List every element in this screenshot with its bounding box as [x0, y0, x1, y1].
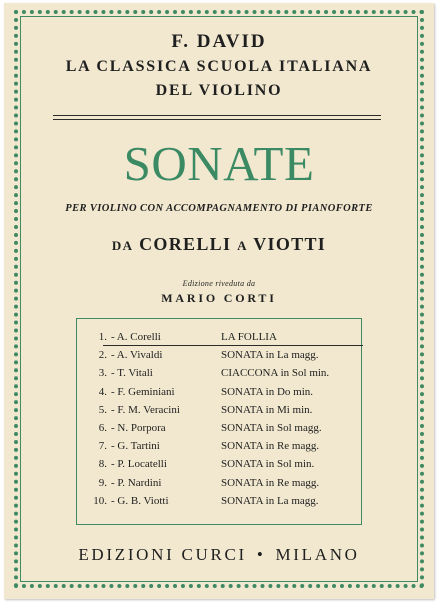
range-start: CORELLI — [139, 234, 232, 254]
author-name: F. DAVID — [171, 31, 267, 52]
edition-label: Edizione riveduta da — [182, 279, 256, 288]
contents-row — [77, 331, 361, 347]
publisher-city: MILANO — [275, 545, 360, 564]
contents-number: 1. — [98, 331, 107, 343]
contents-row — [77, 367, 361, 383]
contents-work: SONATA in La magg. — [221, 349, 319, 362]
publisher-name: EDIZIONI CURCI — [78, 545, 247, 564]
contents-composer: - A. Vivaldi — [111, 349, 163, 362]
contents-number: 4. — [98, 385, 107, 398]
contents-composer: - G. B. Viotti — [111, 494, 169, 507]
publisher-separator: • — [256, 545, 266, 564]
contents-work: LA FOLLIA — [221, 331, 277, 343]
contents-table — [76, 318, 362, 525]
contents-number: 2. — [98, 349, 107, 362]
contents-work: CIACCONA in Sol min. — [221, 367, 330, 380]
contents-work: SONATA in Re magg. — [221, 476, 320, 489]
contents-row — [77, 422, 361, 438]
contents-row — [77, 477, 361, 493]
contents-composer: - G. Tartini — [111, 440, 160, 453]
contents-number: 9. — [98, 476, 107, 489]
contents-work: SONATA in Do min. — [221, 385, 314, 398]
contents-number: 3. — [98, 367, 107, 380]
instrumentation-subtitle: PER VIOLINO CON ACCOMPAGNAMENTO DI PIANOFORTE — [65, 203, 373, 214]
sheet-music-cover — [4, 3, 434, 599]
editor-name: MARIO CORTI — [161, 291, 277, 305]
contents-composer: - P. Locatelli — [111, 458, 167, 471]
series-title-line-2: DEL VIOLINO — [155, 82, 283, 99]
contents-composer: - A. Corelli — [111, 331, 161, 343]
contents-composer: - F. M. Veracini — [111, 403, 180, 416]
contents-work: SONATA in La magg. — [221, 494, 319, 507]
contents-work: SONATA in Re magg. — [221, 440, 320, 453]
main-title: SONATE — [123, 136, 315, 191]
title-rule-upper — [53, 115, 381, 116]
range-joiner: A — [237, 238, 248, 253]
publisher-line — [4, 545, 434, 565]
contents-number: 6. — [98, 422, 107, 434]
contents-row — [77, 495, 361, 511]
contents-number: 7. — [98, 440, 107, 453]
contents-number: 5. — [98, 403, 107, 416]
contents-row — [77, 404, 361, 420]
contents-row — [77, 349, 361, 365]
contents-work: SONATA in Mi min. — [221, 403, 313, 416]
series-title-line-1: LA CLASSICA SCUOLA ITALIANA — [65, 58, 373, 75]
contents-composer: - P. Nardini — [111, 476, 162, 489]
contents-row — [77, 440, 361, 456]
contents-number: 8. — [98, 458, 107, 471]
composer-range — [4, 234, 434, 255]
range-end: VIOTTI — [253, 234, 327, 254]
range-prefix: DA — [111, 238, 134, 253]
contents-work: SONATA in Sol magg. — [221, 422, 322, 434]
contents-composer: - F. Geminiani — [111, 385, 175, 398]
contents-row — [77, 458, 361, 474]
title-rule-lower — [53, 119, 381, 120]
contents-composer: - T. Vitali — [111, 367, 153, 380]
contents-composer: - N. Porpora — [111, 422, 166, 434]
contents-number: 10. — [93, 494, 107, 507]
contents-row — [77, 386, 361, 402]
contents-work: SONATA in Sol min. — [221, 458, 315, 471]
